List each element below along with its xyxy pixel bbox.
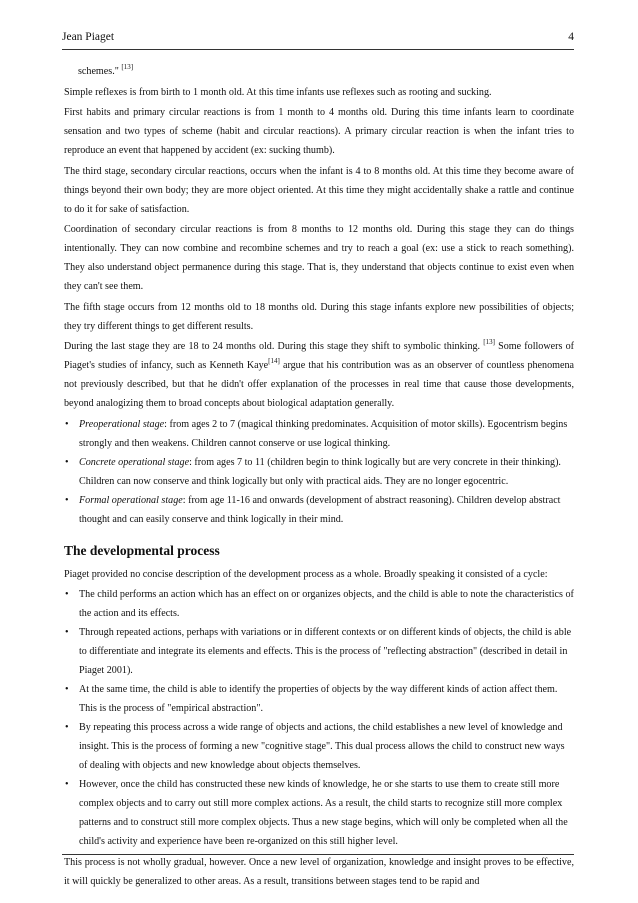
last-stage-text-b: Some followers of Piaget's studies of infancy, such as Kenneth Kaye xyxy=(64,341,574,371)
list-item: • By repeating this process across a wide range of objects and actions, the child establishes a new level of knowledge and insight. This is the process of forming a new "cognitive stage". This dual process allows the child to construct new ways of dealing with objects and new knowledge about objects themselves. xyxy=(64,718,574,775)
stages-list xyxy=(64,415,574,529)
last-stage-text-a: During the last stage they are 18 to 24 months old. During this stage they shift to symbolic thinking. xyxy=(64,341,484,352)
footer-divider xyxy=(62,854,574,855)
stage-name[interactable]: Concrete operational stage xyxy=(79,456,190,468)
stage-description: : from ages 2 to 7 (magical thinking predominates. Acquisition of motor skills). Egocentrism begins strongly and then weakens. Children cannot conserve or use logical thinking. xyxy=(79,418,568,449)
running-title: Jean Piaget xyxy=(62,31,115,43)
list-item: • Through repeated actions, perhaps with variations or in different contexts or on different kinds of objects, the child is able to differentiate and integrate its elements and effects. This is the process of "reflecting abstraction" (described in detail in Piaget 2001). xyxy=(64,623,574,680)
page-header xyxy=(62,31,574,50)
reference-13[interactable]: [13] xyxy=(483,338,495,346)
paragraph-last-stage xyxy=(64,337,574,413)
stage-description: : from ages 7 to 11 (children begin to think logically but are very concrete in their thinking). Children can now conserve and think logically but only with practical aids. They are no longer egocentric. xyxy=(79,456,561,487)
closing-paragraph: This process is not wholly gradual, however. Once a new level of organization, knowledge and insight proves to be effective, it will quickly be generalized to other areas. As a result, transitions between stages tend to be rapid and xyxy=(64,856,574,887)
list-item: • The child performs an action which has an effect on or organizes objects, and the child is able to note the characteristics of the action and its effects. xyxy=(64,585,574,623)
list-item: • At the same time, the child is able to identify the properties of objects by the way different kinds of action affect them. This is the process of "empirical abstraction". xyxy=(64,680,574,718)
paragraph-third-stage: The third stage, secondary circular reactions, occurs when the infant is 4 to 8 months old. At this time they become aware of things beyond their own body; they are more object oriented. At this time they might accidentally shake a rattle and continue to do it for sake of satisfaction. xyxy=(64,165,574,215)
paragraph-coordination: Coordination of secondary circular reactions is from 8 months to 12 months old. During this stage they can do things intentionally. They can now combine and recombine schemes and try to reach a goal (ex: use a stick to reach something). They also understand object permanence during this stage. That is, they understand that objects continue to exist even when they can't see them. xyxy=(64,224,574,292)
continued-text-body: schemes." xyxy=(78,66,119,77)
list-item-preoperational xyxy=(64,415,574,453)
section-heading: The developmental process xyxy=(64,542,220,558)
continued-text xyxy=(64,62,574,81)
last-stage-text-c: argue that his contribution was as an observer of countless phenomena not previously described, but that he didn't offer explanation of the processes in real time that cause those developments, beyond analogizing them to broad concepts about biological adaptation generally. xyxy=(64,360,574,409)
stage-description: : from age 11-16 and onwards (development of abstract reasoning). Children develop abstract thought and can easily conserve and think logically in their mind. xyxy=(79,494,561,525)
paragraph-first-habits: First habits and primary circular reactions is from 1 month to 4 months old. During this time infants learn to coordinate sensation and two types of scheme (habit and circular reactions). A primary circular reaction is when the infant tries to reproduce an event that happened by accident (ex: sucking thumb). xyxy=(64,107,574,156)
page-number: 4 xyxy=(568,31,574,43)
page-body xyxy=(64,62,574,892)
paragraph-fifth-stage: The fifth stage occurs from 12 months old to 18 months old. During this stage infants explore new possibilities of objects; they try different things to get different results. xyxy=(64,301,574,332)
reference-14[interactable]: [14] xyxy=(268,357,280,365)
reference-13[interactable]: [13] xyxy=(121,63,134,71)
list-item-concrete-operational xyxy=(64,453,574,491)
list-item: • However, once the child has constructed these new kinds of knowledge, he or she starts to use them to create still more complex objects and to carry out still more complex actions. As a result, the child starts to recognize still more complex patterns and to construct still more complex objects. Thus a new stage begins, which will only be completed when all the child's activity and experience have been re-organized on this still higher level. xyxy=(64,775,574,851)
section-intro: Piaget provided no concise description of the development process as a whole. Broadly speaking it consisted of a cycle: xyxy=(64,568,548,580)
stage-name[interactable]: Formal operational stage xyxy=(79,494,183,506)
paragraph-simple-reflexes: Simple reflexes is from birth to 1 month old. At this time infants use reflexes such as rooting and sucking. xyxy=(64,86,492,98)
stage-name[interactable]: Preoperational stage xyxy=(79,418,165,430)
process-list xyxy=(64,585,574,851)
list-item-formal-operational xyxy=(64,491,574,529)
